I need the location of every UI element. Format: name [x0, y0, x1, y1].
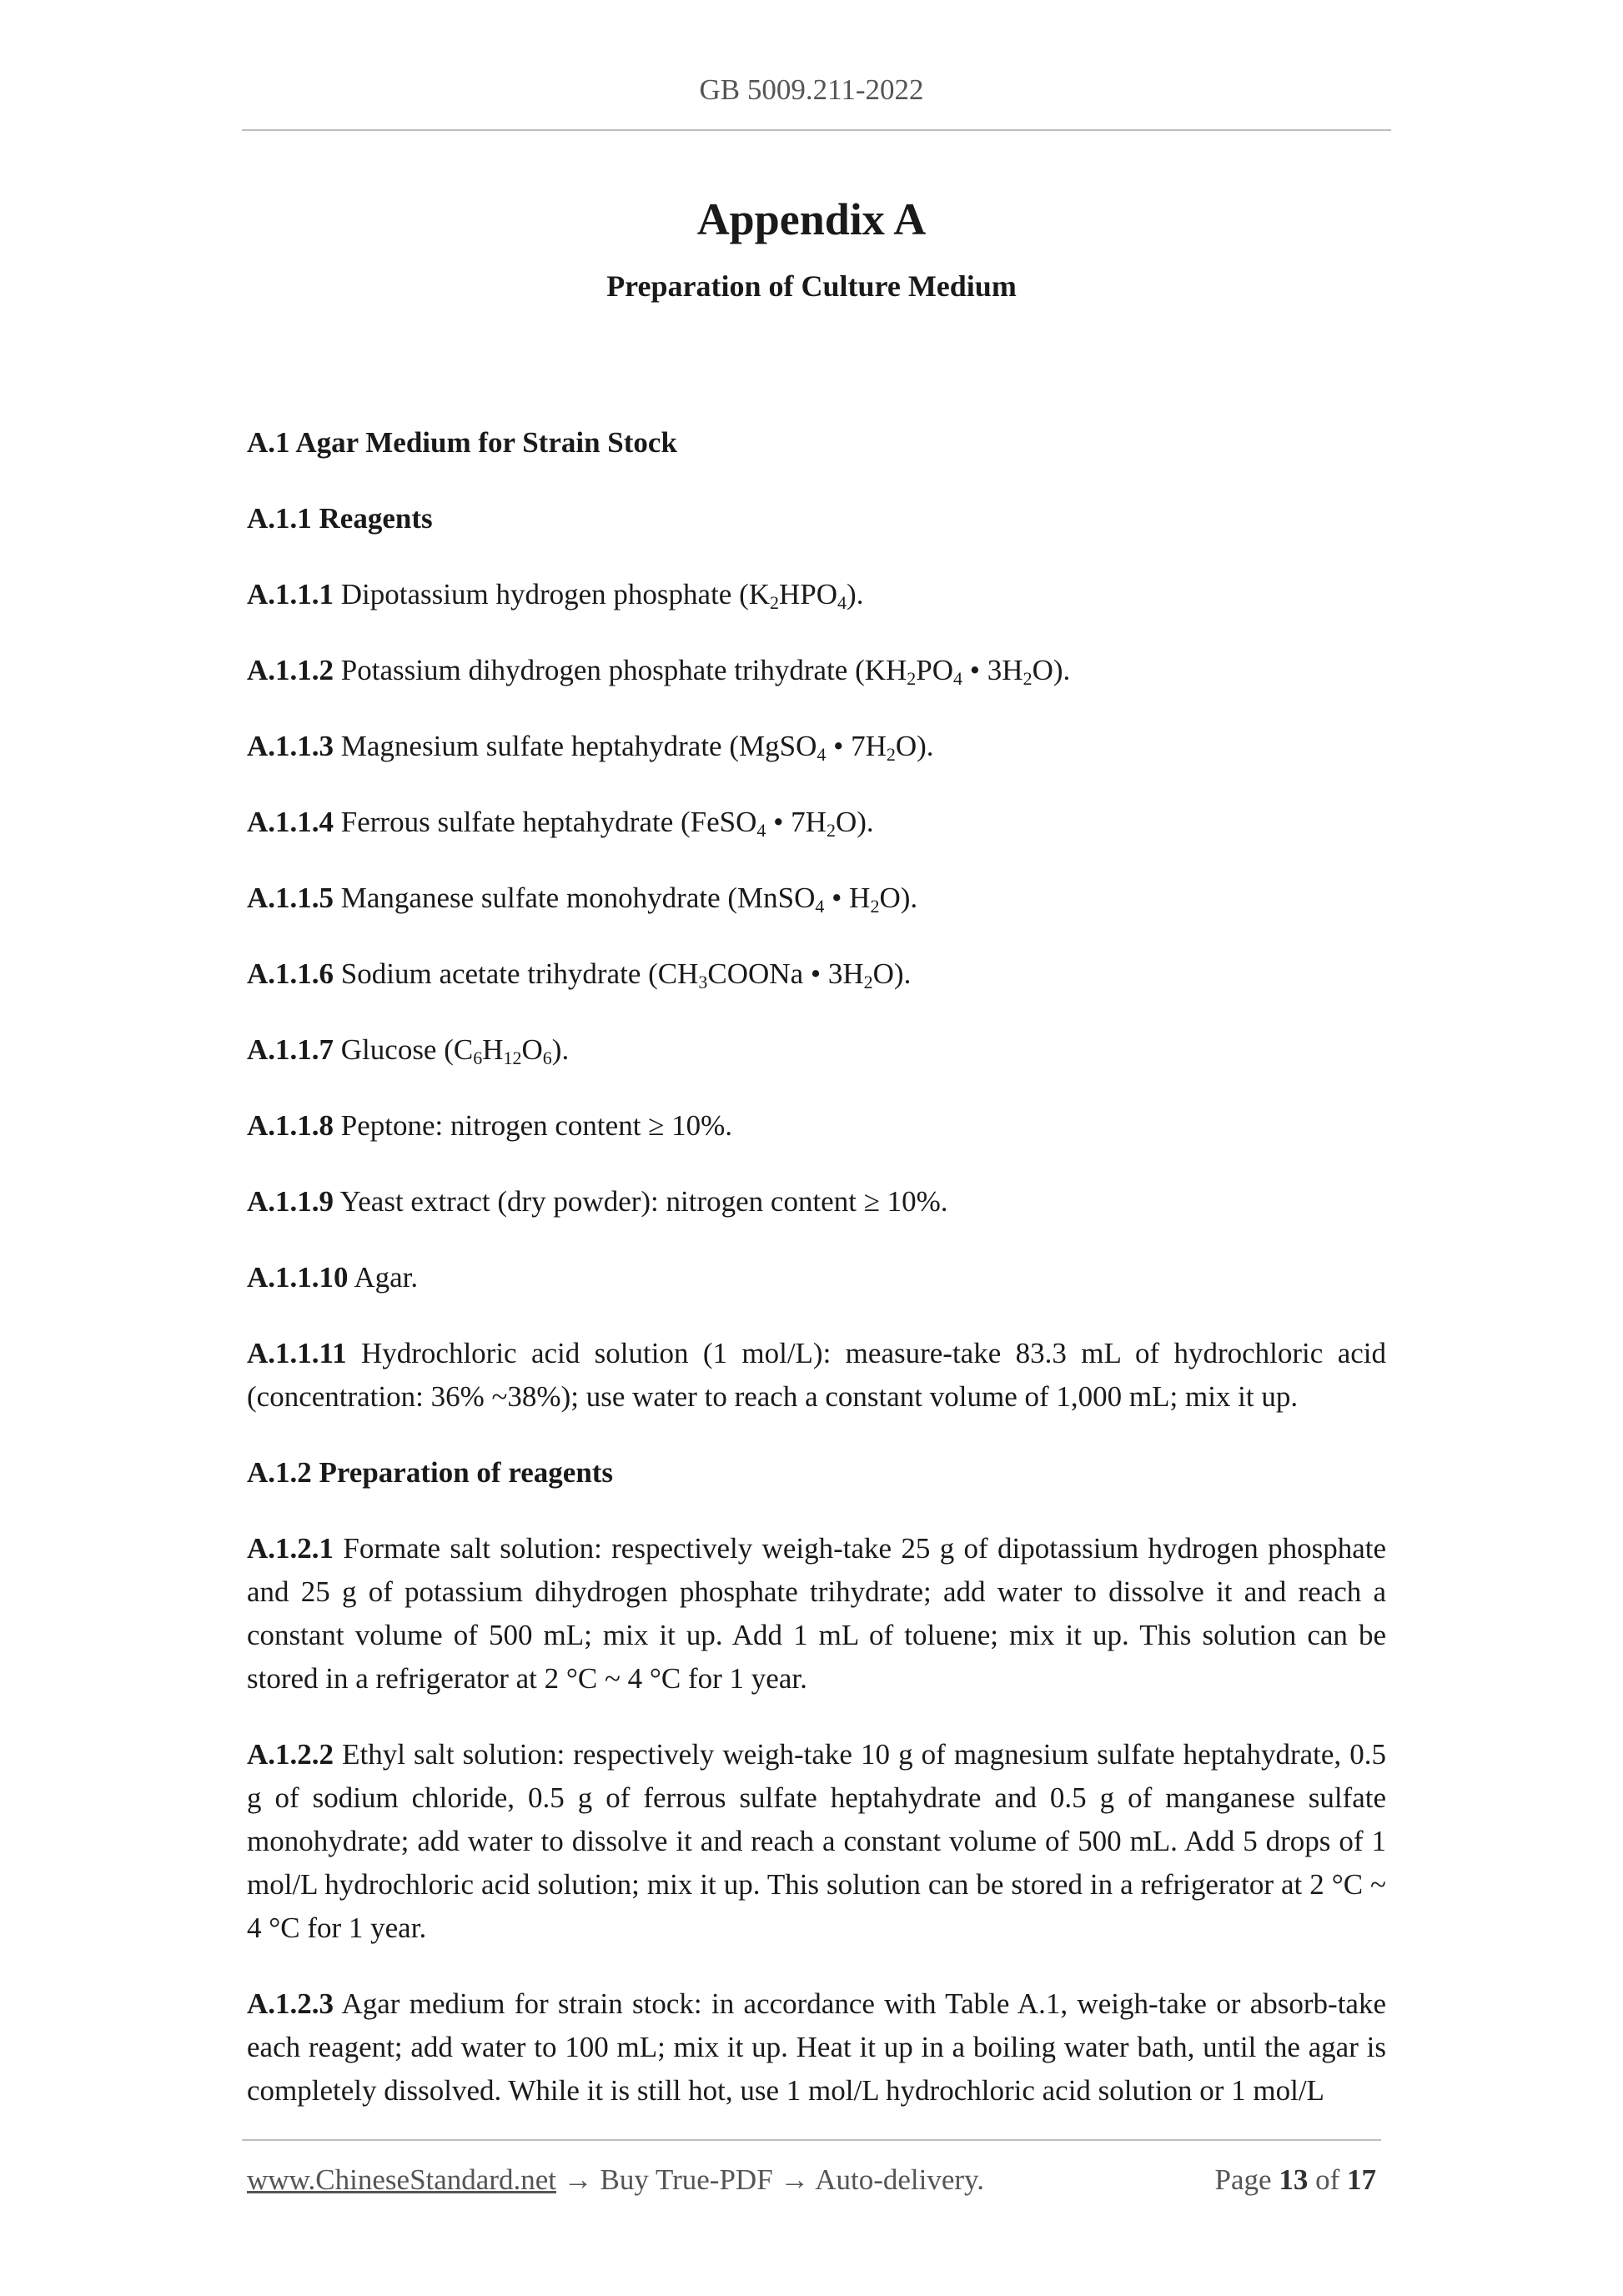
subscript: 4	[817, 744, 827, 765]
clause-number: A.1.2.2	[247, 1738, 334, 1771]
page-label: Page	[1214, 2163, 1272, 2196]
reagent-item	[247, 801, 1386, 844]
reagent-text: O).	[835, 806, 874, 838]
clause-number: A.1.1.2	[247, 654, 334, 686]
reagent-item	[247, 1104, 1386, 1148]
reagent-item	[247, 649, 1386, 692]
footer-divider	[242, 2139, 1381, 2141]
clause-number: A.1.1.7	[247, 1033, 334, 1066]
preparation-text: Ethyl salt solution: respectively weigh-take 10 g of magnesium sulfate heptahydrate, 0.5 g of sodium chloride, 0.5 g of ferrous sulfate heptahydrate and 0.5 g of manganese sulfate monohydrate; add water to dissolve it and reach a constant volume of 500 mL. Add 5 drops of 1 mol/L hydrochloric acid solution; mix it up. This solution can be stored in a refrigerator at 2 °C ~ 4 °C for 1 year.	[247, 1738, 1386, 1944]
clause-number: A.1.1.9	[247, 1185, 334, 1218]
reagent-text: Manganese sulfate monohydrate (MnSO	[334, 882, 816, 914]
subscript: 2	[770, 592, 780, 613]
footer-tagline: → Buy True-PDF → Auto-delivery.	[556, 2163, 985, 2196]
clause-number: A.1.1.3	[247, 730, 334, 762]
reagent-text: Agar.	[348, 1261, 419, 1294]
reagent-text: O).	[872, 957, 912, 990]
reagent-text: ).	[551, 1033, 570, 1066]
reagent-text: Potassium dihydrogen phosphate trihydrate (KH	[334, 654, 907, 686]
clause-number: A.1.1.1	[247, 578, 334, 610]
subscript: 3	[698, 972, 708, 992]
footer-source	[247, 2163, 984, 2197]
reagent-item	[247, 573, 1386, 616]
subscript: 2	[1023, 668, 1033, 689]
clause-number: A.1.1.5	[247, 882, 334, 914]
clause-number: A.1.2.1	[247, 1532, 334, 1565]
section-heading-a1: A.1 Agar Medium for Strain Stock	[247, 426, 677, 459]
reagent-item	[247, 1332, 1386, 1419]
reagent-item	[247, 877, 1386, 920]
website-link[interactable]: www.ChineseStandard.net	[247, 2163, 556, 2196]
reagent-text: Dipotassium hydrogen phosphate (K	[334, 578, 771, 610]
reagent-text: • 7H	[826, 730, 887, 762]
preparation-text: Agar medium for strain stock: in accordance with Table A.1, weigh-take or absorb-take each reagent; add water to 100 mL; mix it up. Heat it up in a boiling water bath, until the agar is completely dissolved. While it is still hot, use 1 mol/L hydrochloric acid solution or 1 mol/L	[247, 1987, 1386, 2107]
subscript: 4	[837, 592, 847, 613]
subscript: 2	[826, 820, 836, 841]
preparation-item	[247, 1527, 1386, 1701]
subscript: 6	[473, 1048, 483, 1068]
page-subtitle: Preparation of Culture Medium	[606, 269, 1017, 303]
section-heading-a11: A.1.1 Reagents	[247, 502, 433, 535]
reagent-text: Sodium acetate trihydrate (CH	[334, 957, 699, 990]
clause-number: A.1.2.3	[247, 1987, 334, 2020]
page-indicator	[1215, 2163, 1376, 2197]
reagent-text: • 3H	[962, 654, 1023, 686]
reagent-item	[247, 725, 1386, 768]
subscript: 4	[815, 896, 825, 917]
reagent-text: • H	[824, 882, 871, 914]
preparation-item	[247, 1982, 1386, 2113]
subscript: 6	[542, 1048, 552, 1068]
subscript: 4	[953, 668, 963, 689]
reagent-item	[247, 1180, 1386, 1223]
clause-number: A.1.1.6	[247, 957, 334, 990]
document-body	[247, 421, 1386, 2145]
reagent-text: Peptone: nitrogen content ≥ 10%.	[334, 1109, 733, 1142]
reagent-text: Ferrous sulfate heptahydrate (FeSO	[334, 806, 757, 838]
subscript: 2	[863, 972, 873, 992]
reagent-item	[247, 1256, 1386, 1299]
subscript: 4	[756, 820, 766, 841]
reagent-text: ).	[847, 578, 864, 610]
reagent-text: • 7H	[766, 806, 827, 838]
of-label: of	[1315, 2163, 1340, 2196]
reagent-text: Hydrochloric acid solution (1 mol/L): measure-take 83.3 mL of hydrochloric acid (concentration: 36% ~38%); use water to reach a constant volume of 1,000 mL; mix it up.	[247, 1337, 1386, 1413]
clause-number: A.1.1.8	[247, 1109, 334, 1142]
subscript: 2	[907, 668, 917, 689]
reagent-text: PO	[916, 654, 954, 686]
reagent-text: COONa • 3H	[707, 957, 864, 990]
section-heading-a12: A.1.2 Preparation of reagents	[247, 1456, 614, 1489]
reagent-text: O	[521, 1033, 543, 1066]
reagent-item	[247, 1028, 1386, 1072]
preparation-item	[247, 1733, 1386, 1950]
reagent-text: O).	[879, 882, 918, 914]
reagent-text: O).	[895, 730, 934, 762]
reagent-item	[247, 952, 1386, 996]
page-title: Appendix A	[696, 194, 927, 244]
reagent-text: Yeast extract (dry powder): nitrogen content ≥ 10%.	[334, 1185, 948, 1218]
page-total: 17	[1347, 2163, 1376, 2196]
header-divider	[242, 129, 1391, 131]
reagent-text: O).	[1032, 654, 1071, 686]
clause-number: A.1.1.11	[247, 1337, 347, 1369]
reagent-text: Glucose (C	[334, 1033, 474, 1066]
subscript: 2	[870, 896, 880, 917]
preparation-text: Formate salt solution: respectively weigh-take 25 g of dipotassium hydrogen phosphate and 25 g of potassium dihydrogen phosphate trihydrate; add water to dissolve it and reach a constant volume of 500 mL; mix it up. Add 1 mL of toluene; mix it up. This solution can be stored in a refrigerator at 2 °C ~ 4 °C for 1 year.	[247, 1532, 1386, 1695]
clause-number: A.1.1.10	[247, 1261, 349, 1294]
subscript: 2	[886, 744, 896, 765]
header-standard-number: GB 5009.211-2022	[699, 73, 924, 106]
reagent-text: HPO	[779, 578, 838, 610]
subscript: 12	[503, 1048, 522, 1068]
reagent-text: H	[482, 1033, 504, 1066]
clause-number: A.1.1.4	[247, 806, 334, 838]
page-current: 13	[1279, 2163, 1309, 2196]
reagent-text: Magnesium sulfate heptahydrate (MgSO	[334, 730, 817, 762]
